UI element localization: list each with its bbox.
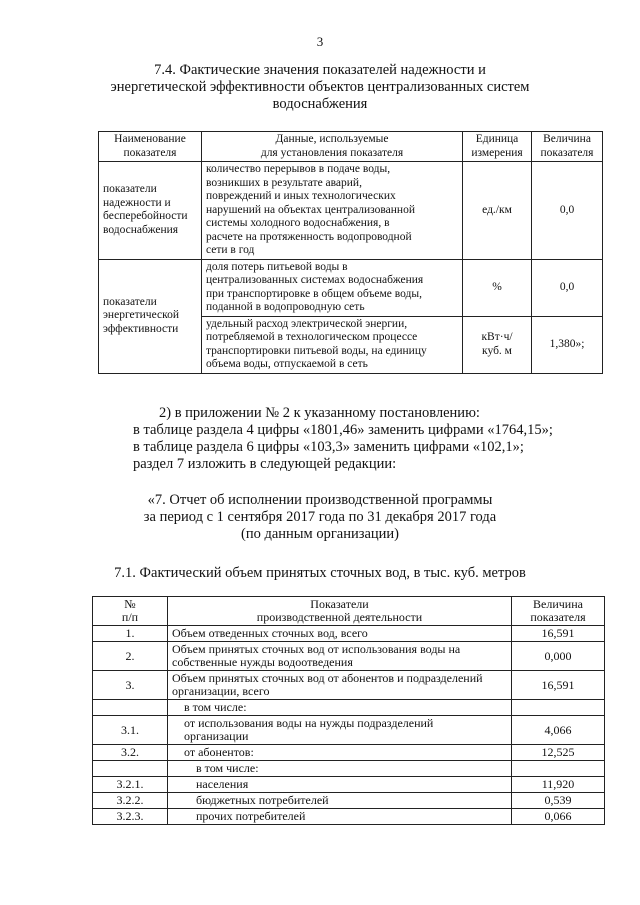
section-7-4-title	[0, 62, 640, 113]
cell-line: возникших в результате аварий,	[206, 176, 362, 189]
cell-line: населения	[196, 777, 249, 791]
title-line: 7.4. Фактические значения показателей надежности и	[154, 62, 486, 78]
cell-line: Объем отведенных сточных вод, всего	[172, 626, 368, 640]
section-7-1-title: 7.1. Фактический объем принятых сточных вод, в тыс. куб. метров	[114, 565, 526, 581]
indicator-data	[202, 316, 463, 373]
cell-line: сети в год	[206, 244, 255, 256]
cell-line: %	[492, 280, 502, 293]
cell-line: при транспортировке в общем объеме воды,	[206, 287, 422, 300]
body-line: 2) в приложении № 2 к указанному постановлению:	[159, 405, 480, 421]
table-row	[93, 793, 605, 809]
indicator-data	[202, 259, 463, 316]
cell-line: системы холодного водоснабжения, в	[206, 217, 390, 229]
header-line: Данные, используемые	[275, 133, 389, 145]
table-row	[99, 259, 603, 316]
cell-line: бюджетных потребителей	[196, 793, 329, 807]
row-num: 3.	[93, 671, 168, 700]
cell-line: в том числе:	[196, 761, 259, 775]
title-line: водоснабжения	[272, 96, 368, 112]
header-name	[99, 132, 202, 162]
row-num: 1.	[93, 626, 168, 642]
indicator-unit	[463, 162, 532, 260]
cell-line: эффективности	[103, 322, 179, 335]
row-value: 11,920	[512, 777, 605, 793]
row-num: 3.2.3.	[93, 809, 168, 825]
header-line: показателя	[530, 610, 586, 624]
row-num: 2.	[93, 642, 168, 671]
title-line: энергетической эффективности объектов централизованных систем	[110, 79, 530, 95]
cell-line: собственные нужды водоотведения	[172, 655, 353, 669]
page-number: 3	[316, 34, 324, 49]
cell-line: потребляемой в технологическом процессе	[206, 331, 418, 343]
body-line: в таблице раздела 6 цифры «103,3» заменить цифрами «102,1»;	[133, 439, 524, 455]
cell-line: доля потерь питьевой воды в	[206, 260, 348, 273]
header-line: Показатели	[310, 597, 369, 611]
table-header-row	[99, 132, 603, 162]
table-row	[93, 745, 605, 761]
cell-line: в том числе:	[184, 700, 247, 714]
row-value: 16,591	[512, 671, 605, 700]
cell-line: бесперебойности	[103, 210, 188, 223]
cell-line: Объем принятых сточных вод от использования воды на	[172, 642, 461, 656]
indicator-value: 0,0	[532, 259, 603, 316]
cell-line: показатели	[103, 295, 157, 308]
cell-line: повреждений и иных технологических	[206, 190, 396, 202]
cell-line: удельный расход электрической энергии,	[206, 317, 408, 330]
row-num: 3.2.	[93, 745, 168, 761]
row-indicator	[168, 700, 512, 716]
row-num: 3.2.2.	[93, 793, 168, 809]
row-value: 16,591	[512, 626, 605, 642]
cell-line: поданной в водопроводную сеть	[206, 301, 365, 313]
indicator-unit	[463, 259, 532, 316]
header-indicator	[168, 597, 512, 626]
cell-line: энергетической	[103, 309, 179, 322]
cell-line: прочих потребителей	[196, 809, 306, 823]
body-line: раздел 7 изложить в следующей редакции:	[133, 456, 397, 472]
row-value: 0,000	[512, 642, 605, 671]
table-header-row	[93, 597, 605, 626]
title-line: за период с 1 сентября 2017 года по 31 декабря 2017 года	[143, 509, 497, 525]
cell-line: от абонентов:	[184, 745, 254, 759]
table-row	[93, 716, 605, 745]
row-num	[93, 700, 168, 716]
row-value: 0,066	[512, 809, 605, 825]
table-row	[93, 761, 605, 777]
title-line: «7. Отчет об исполнении производственной программы	[147, 492, 493, 508]
indicator-group-name	[99, 259, 202, 373]
row-value: 0,539	[512, 793, 605, 809]
row-num: 3.2.1.	[93, 777, 168, 793]
header-line: п/п	[121, 610, 139, 624]
indicator-value: 1,380»;	[532, 316, 603, 373]
cell-line: ед./км	[482, 203, 512, 216]
header-line: показателя	[540, 146, 594, 159]
row-indicator	[168, 793, 512, 809]
cell-line: объема воды, отпускаемой в сеть	[206, 358, 368, 370]
cell-line: водоснабжения	[103, 223, 179, 236]
cell-line: транспортировки питьевой воды, на единицу	[206, 344, 427, 357]
header-data	[202, 132, 463, 162]
header-line: производственной деятельности	[256, 610, 423, 624]
amendment-text	[133, 405, 553, 473]
row-indicator	[168, 777, 512, 793]
reliability-efficiency-table	[98, 131, 603, 374]
indicator-value: 0,0	[532, 162, 603, 260]
wastewater-volume-table	[92, 596, 605, 825]
header-line: для установления показателя	[260, 146, 404, 159]
table-row	[93, 626, 605, 642]
table-row	[93, 777, 605, 793]
cell-line: от использования воды на нужды подразделений	[184, 716, 434, 730]
cell-line: Объем принятых сточных вод от абонентов и подразделений	[172, 671, 483, 685]
indicator-unit	[463, 316, 532, 373]
body-line: в таблице раздела 4 цифры «1801,46» заменить цифрами «1764,15»;	[133, 422, 553, 438]
cell-line: количество перерывов в подаче воды,	[206, 163, 391, 175]
row-value	[512, 761, 605, 777]
row-value: 12,525	[512, 745, 605, 761]
header-line: Наименование	[114, 133, 186, 145]
header-value	[532, 132, 603, 162]
header-line: Величина	[533, 597, 583, 611]
table-row	[93, 642, 605, 671]
cell-line: нарушений на объектах централизованной	[206, 203, 415, 216]
row-value	[512, 700, 605, 716]
row-num: 3.1.	[93, 716, 168, 745]
row-indicator	[168, 642, 512, 671]
header-line: показателя	[123, 146, 177, 159]
cell-line: расчете на протяженность водопроводной	[206, 230, 412, 243]
row-indicator	[168, 626, 512, 642]
header-line: Величина	[543, 133, 591, 145]
row-num	[93, 761, 168, 777]
cell-line: централизованных системах водоснабжения	[206, 274, 424, 286]
cell-line: кВт·ч/	[481, 331, 513, 343]
table-row	[99, 162, 603, 260]
cell-line: куб. м	[482, 344, 512, 357]
header-line: Единица	[475, 133, 519, 145]
header-unit	[463, 132, 532, 162]
header-line: №	[124, 597, 136, 611]
cell-line: организации	[184, 729, 249, 743]
table-row	[93, 671, 605, 700]
cell-line: надежности и	[103, 196, 171, 209]
indicator-group-name	[99, 162, 202, 260]
title-line: (по данным организации)	[240, 526, 399, 542]
header-value	[512, 597, 605, 626]
cell-line: организации, всего	[172, 684, 270, 698]
header-num	[93, 597, 168, 626]
header-line: измерения	[471, 146, 523, 159]
row-indicator	[168, 761, 512, 777]
table-row	[93, 809, 605, 825]
row-indicator	[168, 745, 512, 761]
row-value: 4,066	[512, 716, 605, 745]
section-7-title	[0, 492, 640, 543]
table-row	[93, 700, 605, 716]
row-indicator	[168, 671, 512, 700]
row-indicator	[168, 809, 512, 825]
cell-line: показатели	[103, 183, 157, 196]
indicator-data	[202, 162, 463, 260]
row-indicator	[168, 716, 512, 745]
